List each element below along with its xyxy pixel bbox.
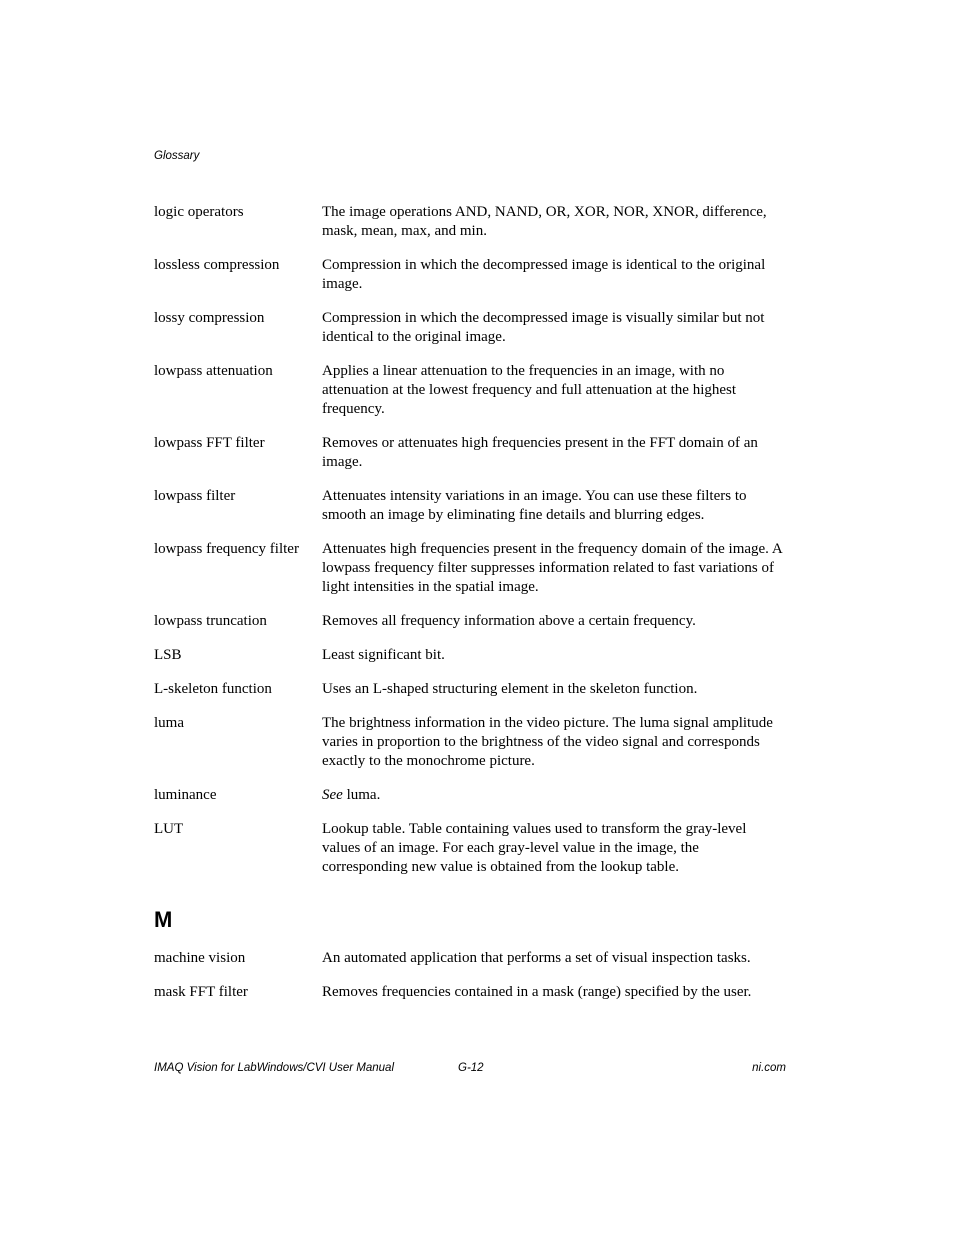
- glossary-definition: Compression in which the decompressed image is identical to the original image.: [322, 257, 766, 292]
- footer-website: ni.com: [752, 1062, 786, 1074]
- glossary-definition: The image operations AND, NAND, OR, XOR, NOR, XNOR, difference, mask, mean, max, and min.: [322, 204, 767, 239]
- see-reference-label: See: [322, 787, 343, 803]
- glossary-entry: [154, 487, 786, 525]
- glossary-entry: [154, 256, 786, 294]
- footer-manual-title: IMAQ Vision for LabWindows/CVI User Manual: [154, 1062, 395, 1074]
- glossary-entry: [154, 714, 786, 771]
- glossary-entry: [154, 203, 786, 241]
- glossary-term: lowpass frequency filter: [154, 541, 299, 557]
- glossary-entry: [154, 612, 786, 631]
- glossary-entry: [154, 362, 786, 419]
- glossary-term: lowpass filter: [154, 488, 236, 504]
- glossary-definition: Applies a linear attenuation to the frequencies in an image, with no attenuation at the lowest frequency and full attenuation at the highest frequency.: [322, 363, 737, 417]
- glossary-term: lowpass truncation: [154, 613, 267, 629]
- glossary-term: logic operators: [154, 204, 244, 220]
- glossary-term: luma: [154, 715, 184, 731]
- footer-page-number: G-12: [458, 1062, 484, 1074]
- glossary-term: mask FFT filter: [154, 984, 248, 1000]
- running-header: Glossary: [154, 150, 200, 162]
- see-reference-target: luma.: [342, 787, 381, 803]
- glossary-definition: Removes frequencies contained in a mask (range) specified by the user.: [322, 984, 752, 1000]
- glossary-term: L-skeleton function: [154, 681, 272, 697]
- glossary-entry: [154, 434, 786, 472]
- glossary-definition: Attenuates high frequencies present in the frequency domain of the image. A lowpass frequency filter suppresses information related to fast variations of light intensities in the spatial image.: [322, 541, 782, 595]
- glossary-definition: Removes or attenuates high frequencies present in the FFT domain of an image.: [322, 435, 758, 470]
- glossary-definition: Lookup table. Table containing values used to transform the gray-level values of an image. For each gray-level value in the image, the corresponding new value is obtained from the lookup table.: [322, 821, 747, 875]
- glossary-entry: [154, 540, 786, 597]
- glossary-term: LUT: [154, 821, 184, 837]
- glossary-entry: [154, 820, 786, 877]
- glossary-definition: The brightness information in the video picture. The luma signal amplitude varies in proportion to the brightness of the video signal and corresponds exactly to the monochrome picture.: [322, 715, 773, 769]
- glossary-entry: [154, 983, 786, 1002]
- glossary-definition: [322, 786, 786, 805]
- glossary-entry: [154, 646, 786, 665]
- glossary-term: lossless compression: [154, 257, 280, 273]
- glossary-term: lowpass attenuation: [154, 363, 273, 379]
- glossary-term: lossy compression: [154, 310, 265, 326]
- glossary-definition: Uses an L-shaped structuring element in the skeleton function.: [322, 681, 698, 697]
- section-heading-m: M: [154, 907, 173, 932]
- glossary-definition: Compression in which the decompressed image is visually similar but not identical to the original image.: [322, 310, 765, 345]
- glossary-term: LSB: [154, 647, 182, 663]
- glossary-definition: Least significant bit.: [322, 647, 445, 663]
- glossary-entry: [154, 309, 786, 347]
- glossary-entry: [154, 949, 786, 968]
- glossary-definition: Removes all frequency information above a certain frequency.: [322, 613, 696, 629]
- glossary-term: lowpass FFT filter: [154, 435, 265, 451]
- glossary-term: machine vision: [154, 950, 246, 966]
- glossary-definition: An automated application that performs a set of visual inspection tasks.: [322, 950, 751, 966]
- glossary-definition: Attenuates intensity variations in an image. You can use these filters to smooth an image by eliminating fine details and blurring edges.: [322, 488, 747, 523]
- glossary-entries: [154, 203, 786, 1017]
- glossary-entry: [154, 786, 786, 805]
- glossary-term: luminance: [154, 787, 217, 803]
- glossary-entry: [154, 680, 786, 699]
